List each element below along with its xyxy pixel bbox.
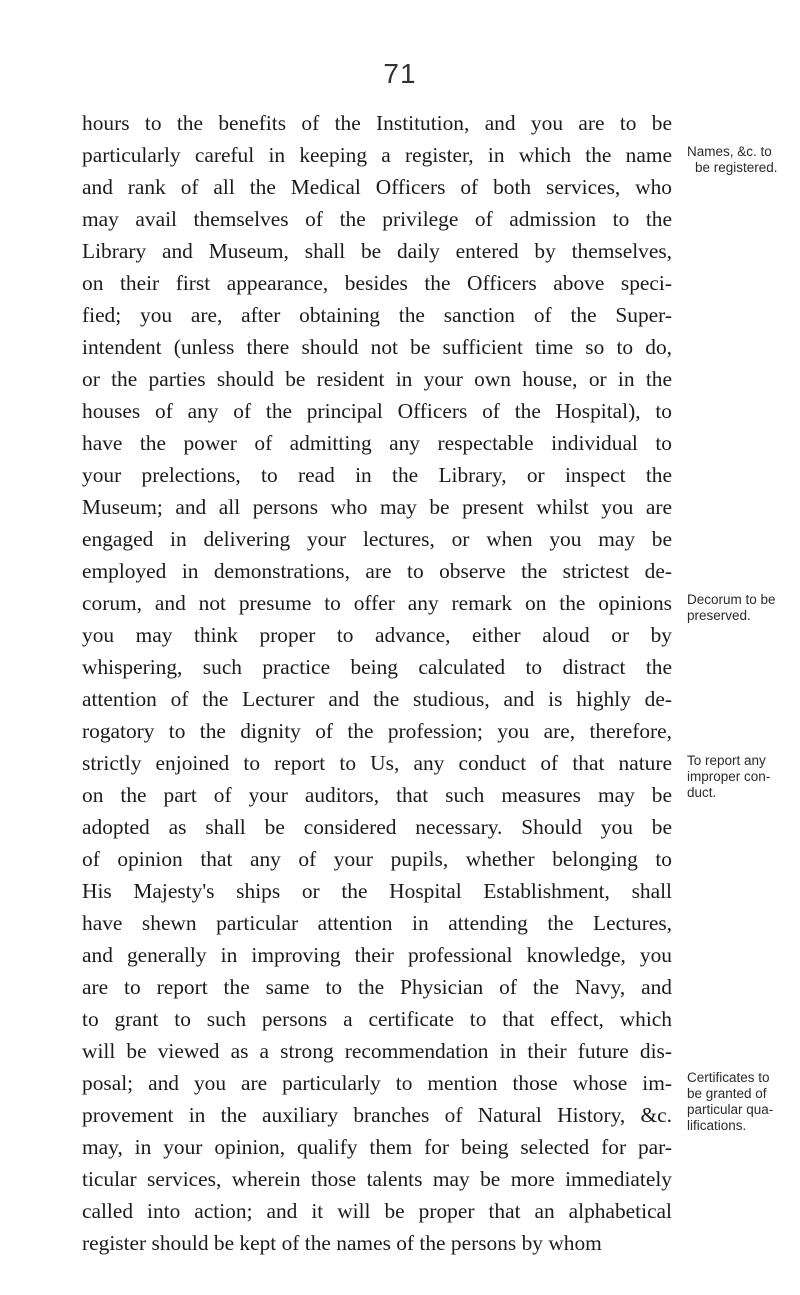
text-line: ticular services, wherein those talents may be more immediately (82, 1167, 672, 1191)
text-line: Museum; and all persons who may be present whilst you are (82, 495, 672, 519)
text-line: intendent (unless there should not be sufficient time so to do, (82, 335, 672, 359)
text-line: to grant to such persons a certificate to that effect, which (82, 1007, 672, 1031)
text-line: have the power of admitting any respectable individual to (82, 431, 672, 455)
text-line: posal; and you are particularly to mention those whose im- (82, 1071, 672, 1095)
margin-note-report (687, 753, 770, 801)
text-line: His Majesty's ships or the Hospital Establishment, shall (82, 879, 672, 903)
margin-note-line: particular qua- (687, 1102, 774, 1117)
margin-note-line: Decorum to be (687, 592, 776, 607)
text-line: corum, and not presume to offer any remark on the opinions (82, 591, 672, 615)
margin-note-line: improper con- (687, 769, 771, 784)
text-line: will be viewed as a strong recommendation in their future dis- (82, 1039, 672, 1063)
text-line: of opinion that any of your pupils, whether belonging to (82, 847, 672, 871)
text-line: particularly careful in keeping a register, in which the name (82, 143, 672, 167)
text-line: your prelections, to read in the Library, or inspect the (82, 463, 672, 487)
margin-note-line: lifications. (687, 1118, 747, 1133)
text-line: called into action; and it will be proper that an alphabetical (82, 1199, 672, 1223)
text-line: adopted as shall be considered necessary. Should you be (82, 815, 672, 839)
margin-note-certificates (687, 1070, 773, 1134)
text-line: you may think proper to advance, either aloud or by (82, 623, 672, 647)
text-line: strictly enjoined to report to Us, any conduct of that nature (82, 751, 672, 775)
text-line: register should be kept of the names of the persons by whom (82, 1231, 602, 1255)
text-line: are to report the same to the Physician of the Navy, and (82, 975, 672, 999)
text-line: fied; you are, after obtaining the sanction of the Super- (82, 303, 672, 327)
margin-note-line: To report any (687, 753, 766, 768)
margin-note-line: Certificates to (687, 1070, 770, 1085)
text-line: employed in demonstrations, are to observe the strictest de- (82, 559, 672, 583)
margin-note-line: be granted of (687, 1086, 767, 1101)
text-line: may, in your opinion, qualify them for being selected for par- (82, 1135, 672, 1159)
text-line: Library and Museum, shall be daily entered by themselves, (82, 239, 672, 263)
text-line: or the parties should be resident in your own house, or in the (82, 367, 672, 391)
text-line: rogatory to the dignity of the profession; you are, therefore, (82, 719, 672, 743)
margin-note-line: be registered. (695, 160, 778, 175)
text-line: on the part of your auditors, that such measures may be (82, 783, 672, 807)
margin-note-decorum (687, 592, 776, 624)
text-line: have shewn particular attention in attending the Lectures, (82, 911, 672, 935)
text-line: provement in the auxiliary branches of Natural History, &c. (82, 1103, 672, 1127)
margin-note-names (687, 144, 778, 176)
margin-note-line: Names, &c. to (687, 144, 772, 159)
text-line: and generally in improving their professional knowledge, you (82, 943, 672, 967)
text-line: whispering, such practice being calculated to distract the (82, 655, 672, 679)
text-line: houses of any of the principal Officers of the Hospital), to (82, 399, 672, 423)
text-line: attention of the Lecturer and the studious, and is highly de- (82, 687, 672, 711)
text-line: hours to the benefits of the Institution, and you are to be (82, 111, 672, 135)
text-line: engaged in delivering your lectures, or when you may be (82, 527, 672, 551)
margin-note-line: duct. (687, 785, 717, 800)
text-line: may avail themselves of the privilege of admission to the (82, 207, 672, 231)
margin-note-line: preserved. (687, 608, 751, 623)
text-line: on their first appearance, besides the Officers above speci- (82, 271, 672, 295)
page-number: 71 (383, 58, 417, 89)
text-line: and rank of all the Medical Officers of both services, who (82, 175, 672, 199)
